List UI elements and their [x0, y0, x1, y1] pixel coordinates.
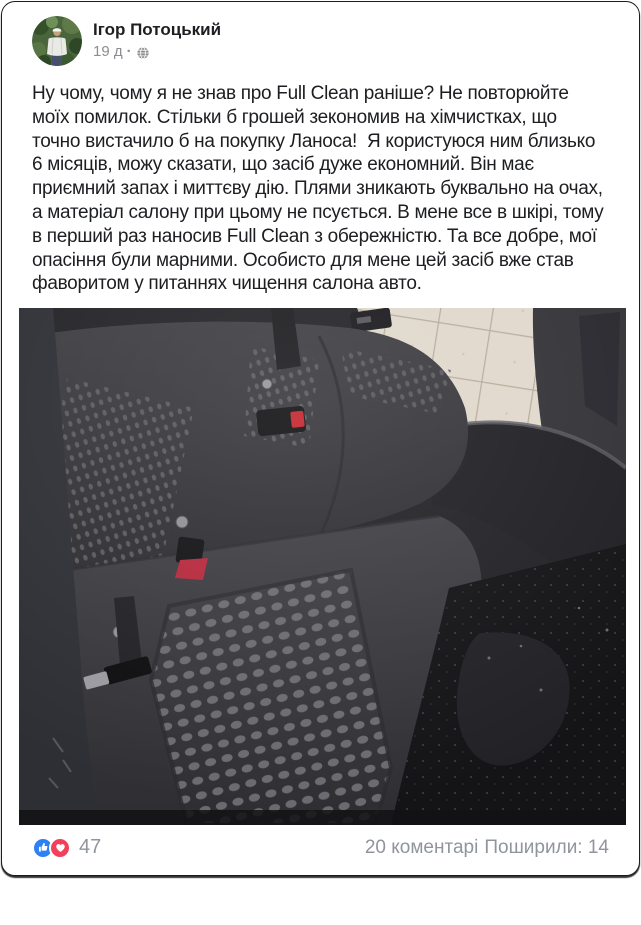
post-footer	[2, 825, 639, 875]
post-card	[1, 1, 640, 876]
header-text	[93, 16, 221, 66]
post-timestamp[interactable]: 19 д	[93, 43, 123, 60]
avatar[interactable]	[32, 16, 82, 66]
reaction-count[interactable]: 47	[79, 836, 102, 859]
author-name[interactable]: Ігор Потоцький	[93, 20, 222, 39]
heart-icon[interactable]	[49, 837, 71, 859]
post-photo[interactable]	[19, 308, 626, 825]
reactions-summary[interactable]	[32, 836, 101, 859]
footer-meta	[365, 837, 609, 859]
post-meta	[93, 43, 221, 61]
post-text: Ну чому, чому я не знав про Full Clean раніше? Не повторюйте моїх помилок. Стільки б грошей зекономив на хімчистках, що точно вистачило б на покупку Ланоса! Я користуюся ним близько 6 місяців, можу сказати, що засіб дуже економний. Він має приємний запах і миттєву дію. Плями зникають буквально на очах, а матеріал салону при цьому не псується. В мене все в шкірі, тому в перший раз наносив Full Clean з обережністю. Та все добре, мої опасіння були марними. Особисто для мене цей засіб вже став фаворитом у питаннях чищення салона авто.	[32, 83, 609, 295]
car-back-seat-image	[19, 308, 626, 825]
globe-icon	[137, 46, 149, 58]
avatar-image	[32, 16, 82, 66]
shares-count[interactable]: Поширили: 14	[484, 836, 609, 858]
comments-count[interactable]: 20 коментарі	[364, 836, 479, 858]
meta-separator: ·	[126, 43, 132, 60]
post-header	[2, 2, 639, 66]
